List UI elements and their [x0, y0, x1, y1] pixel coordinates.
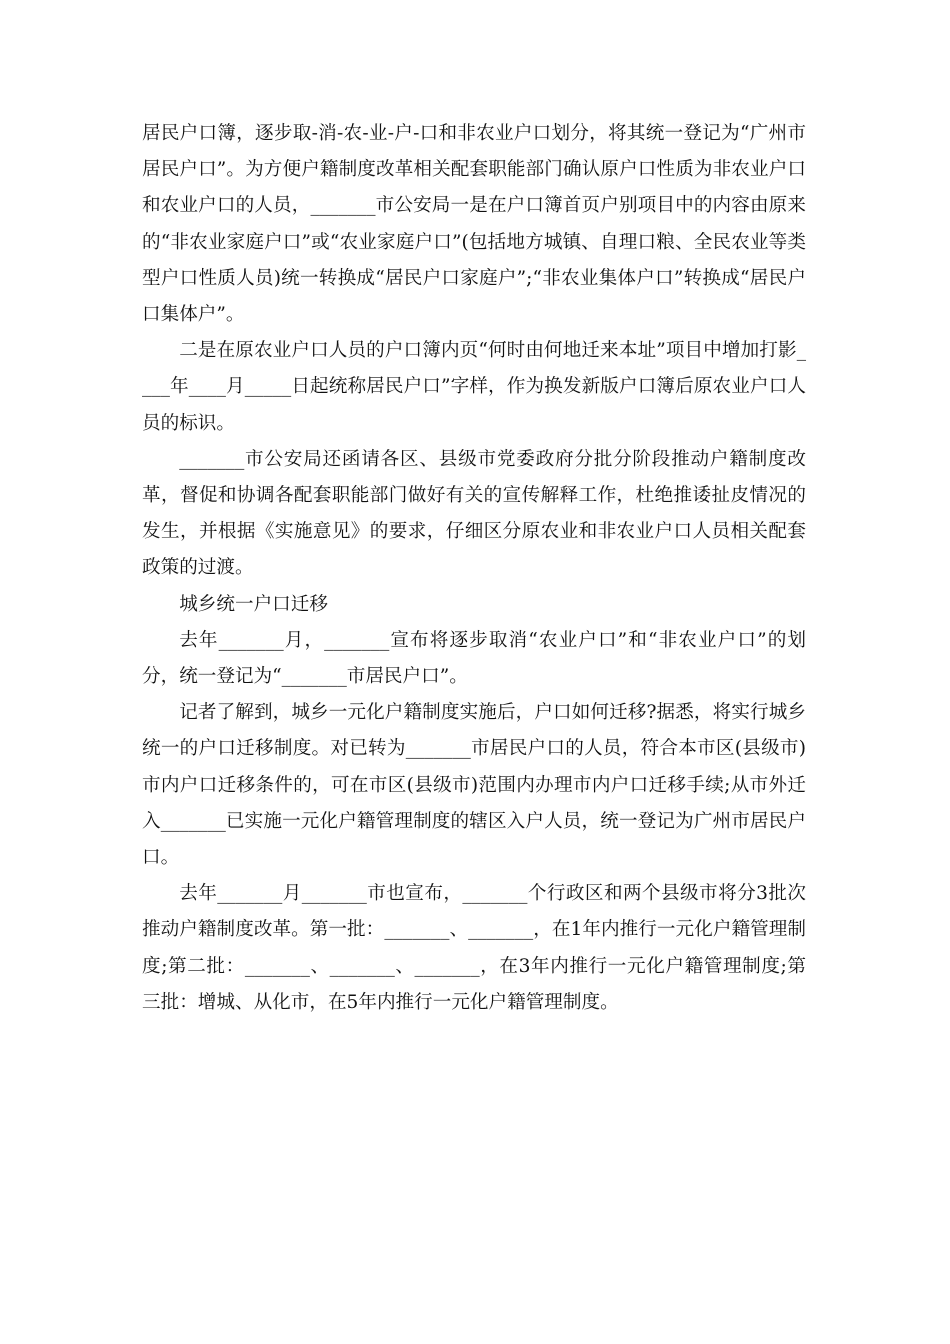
paragraph-announcement: 去年_______月，_______宣布将逐步取消“农业户口”和“非农业户口”的划分，统一登记为“_______市居民户口”。 — [142, 629, 806, 688]
document-body — [142, 116, 806, 1021]
paragraph-batch-reform: 去年_______月_______市也宣布，_______个行政区和两个县级市将分3批次推动户籍制度改革。第一批：_______、_______，在1年内推行一元化户籍管理制度;第二批：_______、_______、_______，在3年内推行一元化户籍管理制度;第三批：增城、从化市，在5年内推行一元化户籍管理制度。 — [142, 883, 806, 1013]
paragraph-household-register-conversion: 居民户口簿，逐步取-消-农-业-户-口和非农业户口划分，将其统一登记为“广州市居民户口”。为方便户籍制度改革相关配套职能部门确认原户口性质为非农业户口和农业户口的人员，_______市公安局一是在户口簿首页户别项目中的内容由原来的“非农业家庭户口”或“农业家庭户口”(包括地方城镇、自理口粮、全民农业等类型户口性质人员)统一转换成“居民户口家庭户”;“非农业集体户口”转换成“居民户口集体户”。 — [142, 123, 806, 326]
section-heading-unified-migration: 城乡统一户口迁移 — [179, 593, 328, 615]
paragraph-rural-identification: 二是在原农业户口人员的户口簿内页“何时由何地迁来本址”项目中增加打影____年____月_____日起统称居民户口”字样，作为换发新版户口簿后原农业户口人员的标识。 — [142, 340, 806, 434]
paragraph-migration-policy: 记者了解到，城乡一元化户籍制度实施后，户口如何迁移?据悉，将实行城乡统一的户口迁移制度。对已转为_______市居民户口的人员，符合本市区(县级市)市内户口迁移条件的，可在市区(县级市)范围内办理市内户口迁移手续;从市外迁入_______已实施一元化户籍管理制度的辖区入户人员，统一登记为广州市居民户口。 — [142, 702, 806, 869]
paragraph-public-security-reform: _______市公安局还函请各区、县级市党委政府分批分阶段推动户籍制度改革，督促和协调各配套职能部门做好有关的宣传解释工作，杜绝推诿扯皮情况的发生，并根据《实施意见》的要求，仔细区分原农业和非农业户口人员相关配套政策的过渡。 — [142, 448, 806, 579]
